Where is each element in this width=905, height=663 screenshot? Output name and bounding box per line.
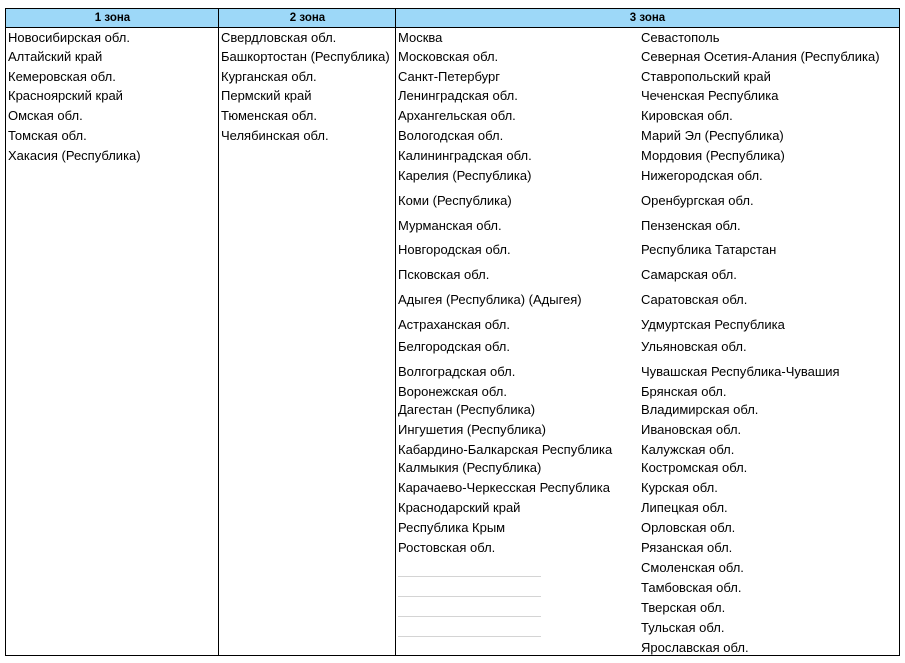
- region-cell: Томская обл.: [8, 128, 87, 143]
- region-cell: Самарская обл.: [641, 267, 737, 282]
- column-divider: [218, 9, 219, 655]
- region-cell: Москва: [398, 30, 443, 45]
- region-cell: Владимирская обл.: [641, 402, 759, 417]
- region-cell: Республика Крым: [398, 520, 506, 535]
- region-cell: Нижегородская обл.: [641, 168, 763, 183]
- region-cell: Брянская обл.: [641, 384, 727, 399]
- region-cell: Саратовская обл.: [641, 292, 748, 307]
- zones-table: [5, 8, 900, 656]
- region-cell: Краснодарский край: [398, 500, 521, 515]
- region-cell: Калужская обл.: [641, 442, 735, 457]
- region-cell: Ростовская обл.: [398, 540, 496, 555]
- region-cell: Тамбовская обл.: [641, 580, 742, 595]
- region-cell: Хакасия (Республика): [8, 148, 141, 163]
- region-cell: Курская обл.: [641, 480, 718, 495]
- region-cell: Ставропольский край: [641, 69, 771, 84]
- region-cell: Калмыкия (Республика): [398, 460, 542, 475]
- region-cell: Пензенская обл.: [641, 218, 741, 233]
- region-cell: Севастополь: [641, 30, 720, 45]
- header-zone-3: 3 зона: [396, 9, 899, 28]
- region-cell: Новосибирская обл.: [8, 30, 130, 45]
- region-cell: Алтайский край: [8, 49, 103, 64]
- region-cell: Липецкая обл.: [641, 500, 728, 515]
- region-cell: Кабардино-Балкарская Республика: [398, 442, 613, 457]
- region-cell: Кемеровская обл.: [8, 69, 116, 84]
- region-cell: Тюменская обл.: [221, 108, 317, 123]
- region-cell: Мурманская обл.: [398, 218, 502, 233]
- region-cell: Оренбургская обл.: [641, 193, 754, 208]
- region-cell: Ингушетия (Республика): [398, 422, 546, 437]
- region-cell: Дагестан (Республика): [398, 402, 536, 417]
- region-cell: Северная Осетия-Алания (Республика): [641, 49, 880, 64]
- region-cell: Карачаево-Черкесская Республика: [398, 480, 610, 495]
- region-cell: Тверская обл.: [641, 600, 726, 615]
- region-cell: Мордовия (Республика): [641, 148, 785, 163]
- header-zone-1: 1 зона: [6, 9, 219, 28]
- region-cell: Башкортостан (Республика): [221, 49, 390, 64]
- region-cell: Вологодская обл.: [398, 128, 504, 143]
- region-cell: Новгородская обл.: [398, 242, 511, 257]
- region-cell: Марий Эл (Республика): [641, 128, 784, 143]
- region-cell: Чувашская Республика-Чувашия: [641, 364, 840, 379]
- region-cell: Волгоградская обл.: [398, 364, 516, 379]
- column-divider: [395, 9, 396, 655]
- region-cell: Астраханская обл.: [398, 317, 510, 332]
- region-cell: Смоленская обл.: [641, 560, 744, 575]
- region-cell: Республика Татарстан: [641, 242, 777, 257]
- region-cell: Ивановская обл.: [641, 422, 742, 437]
- region-cell: Свердловская обл.: [221, 30, 337, 45]
- region-cell: Карелия (Республика): [398, 168, 532, 183]
- region-cell: Рязанская обл.: [641, 540, 733, 555]
- region-cell: Чеченская Республика: [641, 88, 779, 103]
- region-cell: Челябинская обл.: [221, 128, 329, 143]
- region-cell: Коми (Республика): [398, 193, 512, 208]
- region-cell: Курганская обл.: [221, 69, 317, 84]
- region-cell: Омская обл.: [8, 108, 83, 123]
- gridline: [398, 576, 541, 577]
- region-cell: Санкт-Петербург: [398, 69, 500, 84]
- region-cell: Белгородская обл.: [398, 339, 511, 354]
- gridline: [398, 636, 541, 637]
- region-cell: Калининградская обл.: [398, 148, 532, 163]
- region-cell: Ярославская обл.: [641, 640, 749, 655]
- header-zone-2: 2 зона: [219, 9, 396, 28]
- region-cell: Адыгея (Республика) (Адыгея): [398, 292, 582, 307]
- region-cell: Костромская обл.: [641, 460, 748, 475]
- region-cell: Красноярский край: [8, 88, 123, 103]
- region-cell: Пермский край: [221, 88, 312, 103]
- gridline: [398, 596, 541, 597]
- region-cell: Ленинградская обл.: [398, 88, 518, 103]
- region-cell: Псковская обл.: [398, 267, 490, 282]
- region-cell: Архангельская обл.: [398, 108, 516, 123]
- region-cell: Московская обл.: [398, 49, 499, 64]
- region-cell: Ульяновская обл.: [641, 339, 747, 354]
- region-cell: Удмуртская Республика: [641, 317, 785, 332]
- gridline: [398, 616, 541, 617]
- region-cell: Кировская обл.: [641, 108, 733, 123]
- region-cell: Орловская обл.: [641, 520, 736, 535]
- region-cell: Тульская обл.: [641, 620, 725, 635]
- region-cell: Воронежская обл.: [398, 384, 507, 399]
